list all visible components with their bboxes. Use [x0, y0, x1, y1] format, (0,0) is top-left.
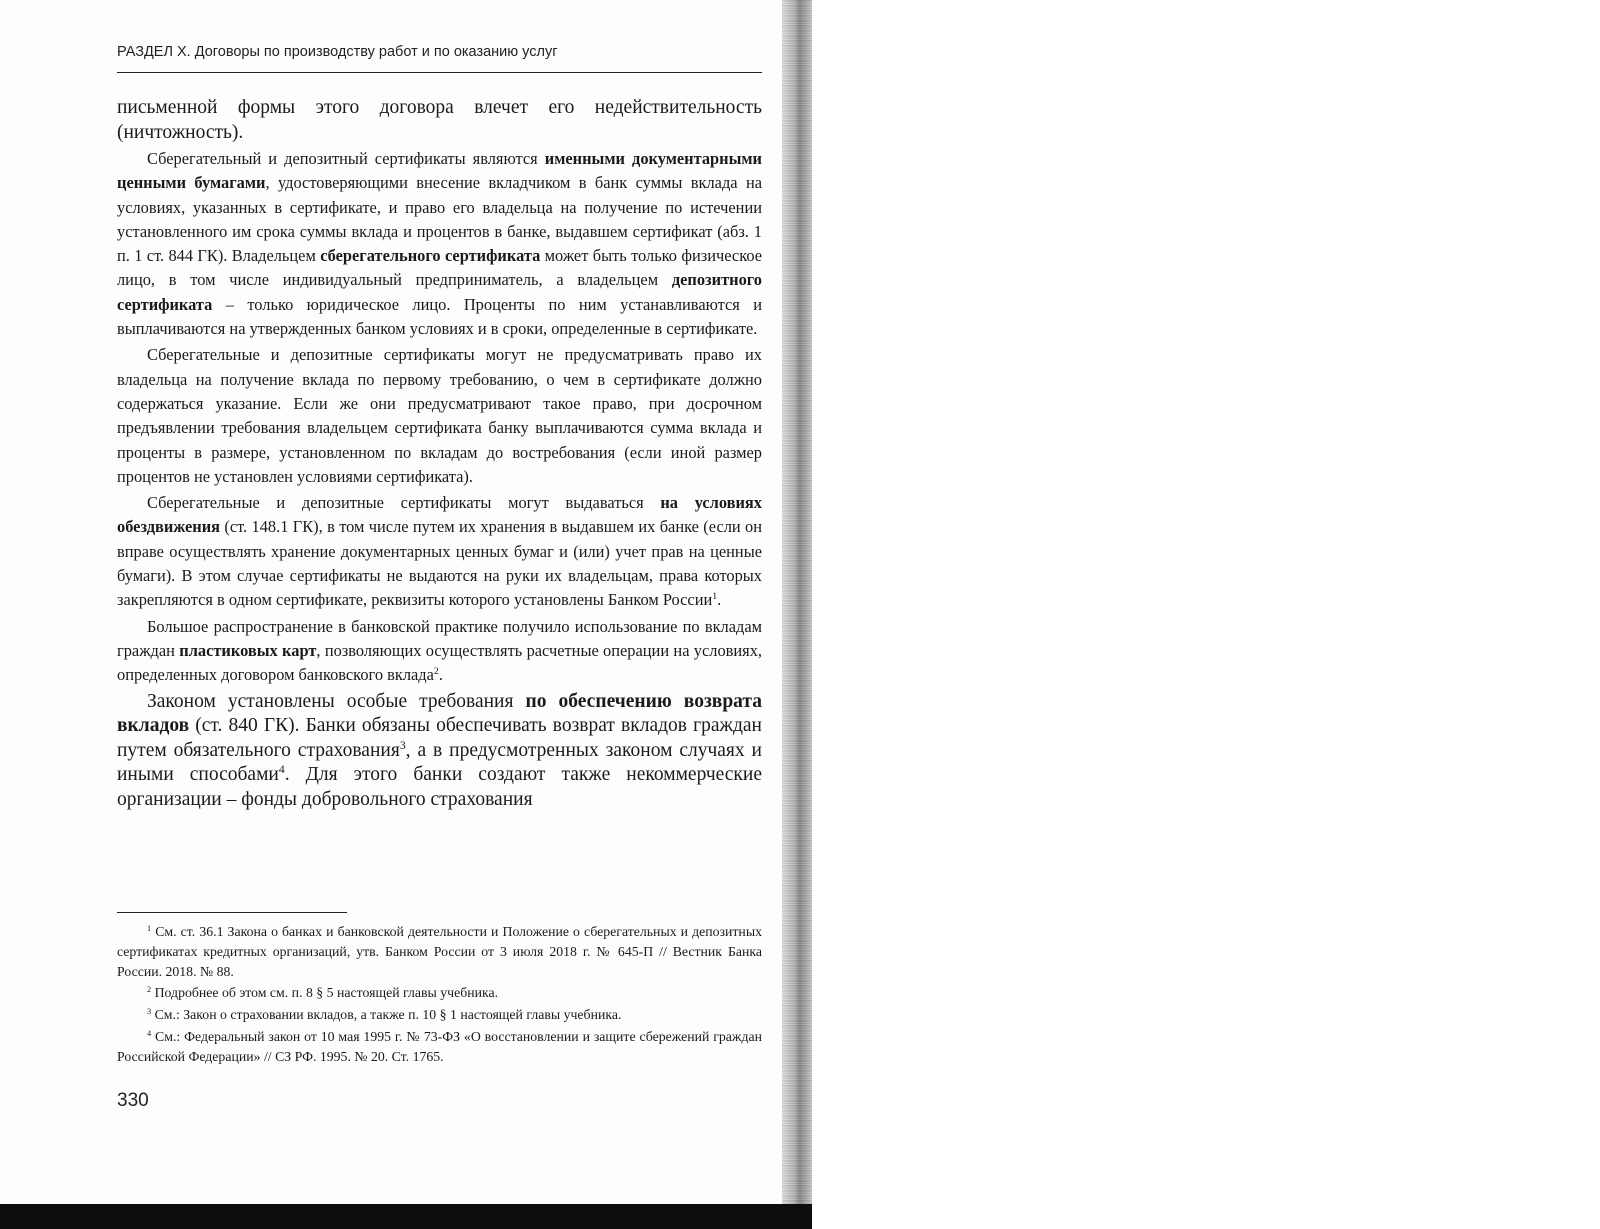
running-head: РАЗДЕЛ X. Договоры по производству работ и по оказанию услуг — [117, 44, 558, 60]
footnote-ref-3: 3 — [399, 738, 406, 752]
footnote-rule — [117, 912, 347, 913]
footnote-ref-1: 1 — [712, 591, 718, 603]
paragraph-immobilization: Сберегательные и депозитные сертификаты могут выдаваться на условиях обездвижения (ст. 148.1 ГК), в том числе путем их хранения в выдавшем их банке (если он вправе осуществлять хранение документарных ценных бумаг и (или) учет прав на ценные бумаги). В этом случае сертификаты не выдаются на руки их владельцам, права которых закрепляются в одном сертификате, реквизиты которого установлены Банком России$^1$. — [117, 493, 762, 610]
bold-term: пластиковых карт — [179, 640, 317, 660]
paragraph-plastic-cards: Большое распространение в банковской практике получило использование по вкладам граждан пластиковых карт, позволяющих осуществлять расчетные операции на условиях, определенных договором банковского вклада$^2$. — [117, 616, 762, 685]
footnotes — [117, 922, 762, 1067]
blank-facing-page — [812, 0, 1600, 1229]
paragraph-deposit-return: Законом установлены особые требования по обеспечению возврата вкладов (ст. 840 ГК). Банки обязаны обеспечивать возврат вкладов граждан путем обязательного страхования$^3$, а в предусмотренных законом случаях и иными способами$^4$. Для этого банки создают также некоммерческие организации – фонды добровольного страхования — [117, 690, 762, 810]
paragraph-continuation: письменной формы этого договора влечет его недействительность (ничтожность). — [117, 97, 762, 143]
page-number: 330 — [117, 1090, 149, 1111]
paragraph-demand: Сберегательные и депозитные сертификаты могут не предусматривать право их владельца на получение вклада по первому требованию, о чем в сертификате должно содержаться указание. Если же они предусматривают такое право, при досрочном предъявлении требования владельцем сертификата банку выплачиваются сумма вклада и проценты в размере, установленном по вкладам до востребования (если иной размер процентов не установлен условиями сертификата). — [117, 345, 762, 486]
footnote-ref-2: 2 — [433, 666, 439, 678]
footnote: $^4$ См.: Федеральный закон от 10 мая 1995 г. № 73-ФЗ «О восстановлении и защите сбережений граждан Российской Федерации» // СЗ РФ. 1995. № 20. Ст. 1765. — [117, 1028, 762, 1064]
bold-term: депозитного сертификата — [117, 270, 762, 314]
header-rule — [117, 72, 762, 73]
paragraph-certificates: Сберегательный и депозитный сертификаты являются именными документарными ценными бумагами, удостоверяющими внесение вкладчиком в банк суммы вклада на условиях, указанных в сертификате, и право его владельца на получение по истечении установленного им срока суммы вклада и процентов в банке, выдавшем сертификат (абз. 1 п. 1 ст. 844 ГК). Владельцем сберегательного сертификата может быть только физическое лицо, в том числе индивидуальный предприниматель, а владельцем депозитного сертификата – только юридическое лицо. Проценты по ним устанавливаются и выплачиваются на утвержденных банком условиях и в сроки, определенные в сертификате. — [117, 149, 763, 339]
scan-bottom-edge — [0, 1204, 812, 1229]
bold-term: на условиях обездвижения — [117, 493, 762, 537]
footnote: $^1$ См. ст. 36.1 Закона о банках и банковской деятельности и Положение о сберегательных и депозитных сертификатах кредитных организаций, утв. Банком России от 3 июля 2018 г. № 645-П // Вестник Банка России. 2018. № 88. — [117, 924, 762, 979]
bold-term: именными документарными ценными бумагами — [117, 149, 763, 193]
body-text — [117, 96, 762, 812]
footnote: $^3$ См.: Закон о страховании вкладов, а также п. 10 § 1 настоящей главы учебника. — [147, 1007, 622, 1023]
footnote-ref-4: 4 — [278, 763, 285, 777]
bold-term: сберегательного сертификата — [320, 246, 541, 266]
footnote: $^2$ Подробнее об этом см. п. 8 § 5 настоящей главы учебника. — [147, 985, 499, 1001]
bold-term: по обеспечению возврата вкладов — [117, 690, 762, 737]
book-gutter-shadow — [782, 0, 812, 1229]
